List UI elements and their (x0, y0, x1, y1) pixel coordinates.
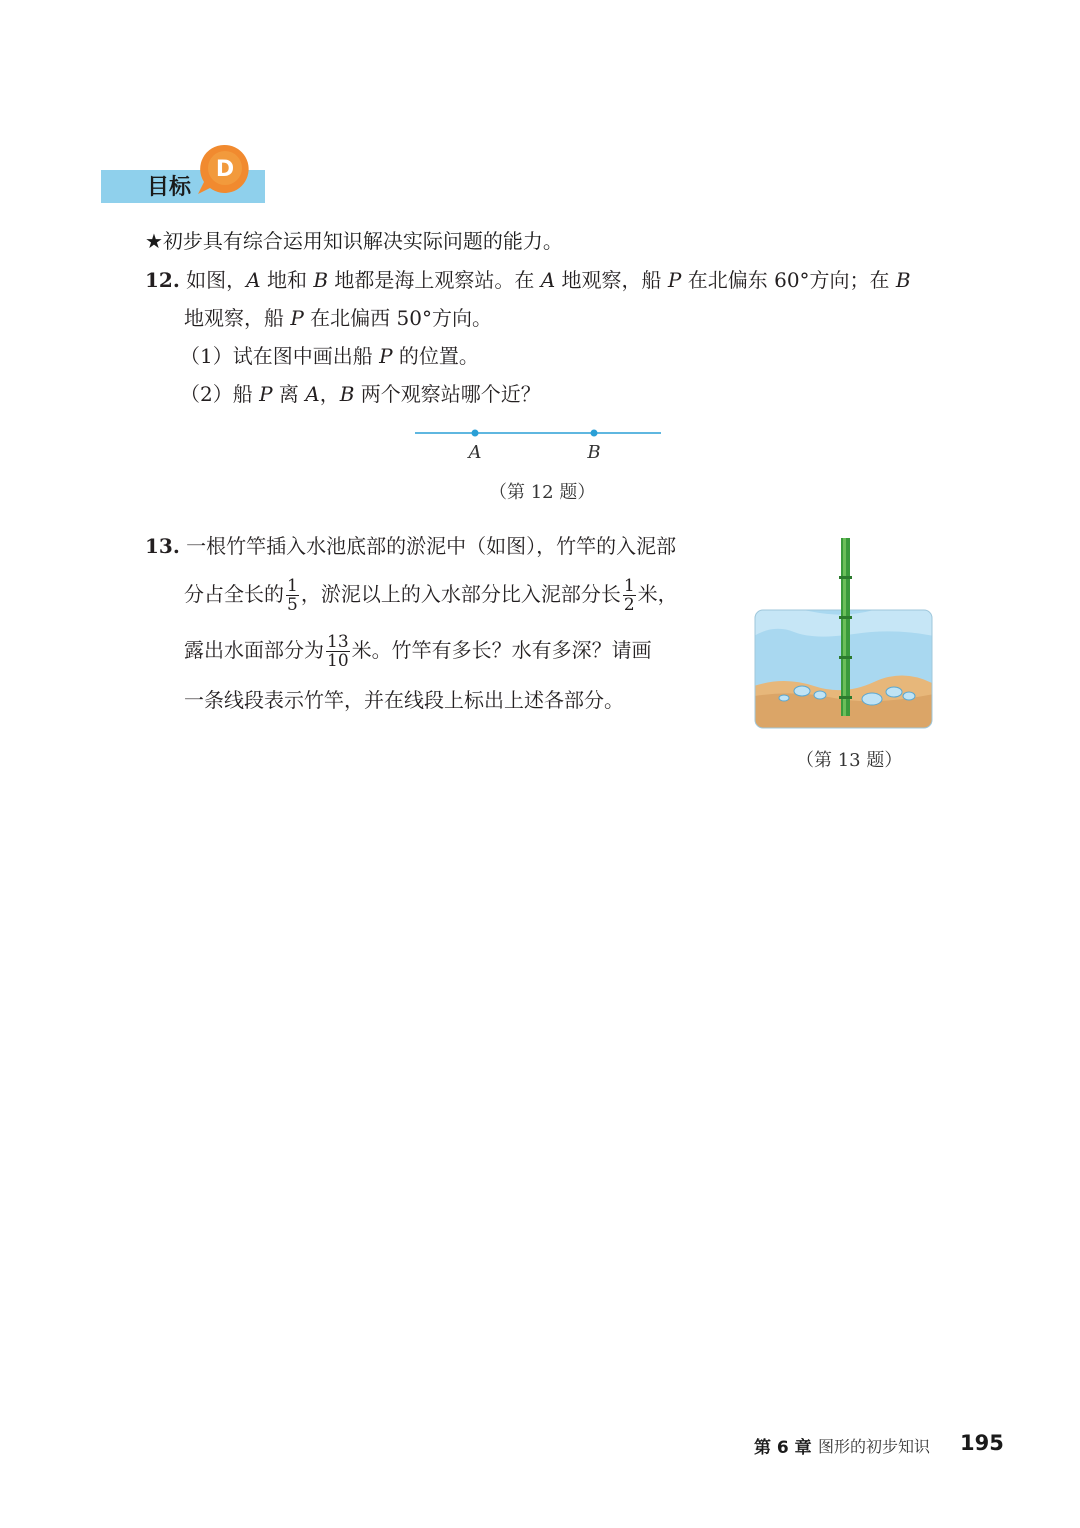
q12-caption: （第 12 题） (489, 482, 596, 503)
q13-caption: （第 13 题） (796, 750, 903, 771)
q12-figure (410, 420, 670, 470)
q13-line1: 13. 一根竹竿插入水池底部的淤泥中（如图），竹竿的入泥部 (145, 534, 677, 558)
fraction-one-half: $\frac{1}{2}$ (623, 576, 635, 615)
q13-line4: 一条线段表示竹竿，并在线段上标出上述各部分。 (184, 688, 624, 712)
point-a-label: A (468, 442, 482, 463)
goal-badge-letter: D (215, 157, 235, 182)
q13-pond-illustration (754, 536, 934, 730)
q12-sub2: （2）船 P 离 A，B 两个观察站哪个近？ (180, 382, 541, 406)
point-a (472, 430, 479, 437)
q13-number: 13. (145, 534, 180, 558)
q12-line2: 地观察，船 P 在北偏西 50°方向。 (184, 306, 492, 330)
fraction-one-fifth: $\frac{1}{5}$ (287, 576, 298, 615)
q12-line1: 12. 如图，A 地和 B 地都是海上观察站。在 A 地观察，船 P 在北偏东 60°方向；在 B (145, 268, 911, 292)
q12-number: 12. (145, 268, 180, 292)
q13-line3: 露出水面部分为 $\frac{13}{10}$ 米。竹竿有多长？水有多深？请画 (184, 632, 652, 671)
goal-label: 目标 (147, 175, 192, 200)
point-b (591, 430, 598, 437)
q13-line2: 分占全长的 $\frac{1}{5}$ ，淤泥以上的入水部分比入泥部分长 $\frac{1}{2}$ 米， (184, 576, 678, 615)
footer-title: 图形的初步知识 (818, 1437, 931, 1456)
page-number: 195 (960, 1431, 1004, 1455)
objective-text: ★初步具有综合运用知识解决实际问题的能力。 (145, 229, 563, 253)
point-b-label: B (587, 442, 601, 463)
q12-sub1: （1）试在图中画出船 P 的位置。 (180, 344, 479, 368)
goal-badge-icon (196, 142, 252, 198)
footer-chapter: 第 6 章 (754, 1438, 812, 1458)
fraction-thirteen-tenths: $\frac{13}{10}$ (327, 632, 349, 671)
